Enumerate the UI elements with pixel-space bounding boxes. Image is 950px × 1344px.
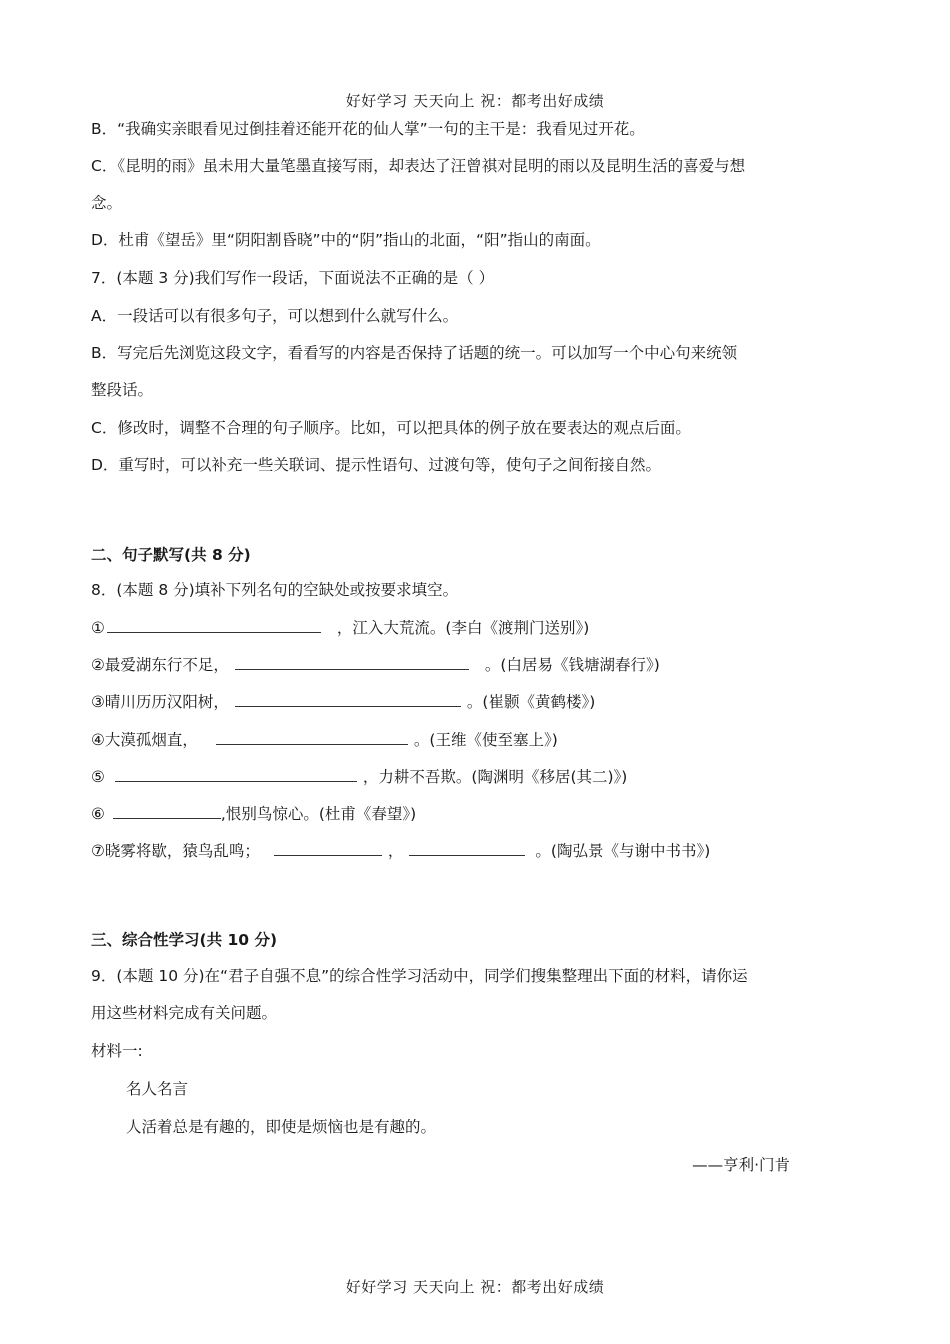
answer-blank[interactable] — [274, 840, 382, 856]
page-header: 好好学习 天天向上 祝：都考出好成绩 — [345, 92, 605, 110]
q8-item-2 — [91, 654, 660, 675]
q7-stem: 7．(本题 3 分)我们写作一段话，下面说法不正确的是（ ） — [91, 269, 495, 287]
q9-stem-line2: 用这些材料完成有关问题。 — [91, 1004, 278, 1022]
q6-option-c-line1: C．《昆明的雨》虽未用大量笔墨直接写雨，却表达了汪曾祺对昆明的雨以及昆明生活的喜爱与想 — [91, 157, 746, 175]
q7-option-b-line1: B．写完后先浏览这段文字，看看写的内容是否保持了话题的统一。可以加写一个中心句来统领 — [91, 344, 738, 362]
quote-text: 人活着总是有趣的，即使是烦恼也是有趣的。 — [126, 1118, 437, 1136]
answer-blank[interactable] — [235, 654, 469, 670]
item-4-suffix: 。(王维《使至塞上》) — [413, 731, 558, 749]
q6-option-b: B．“我确实亲眼看见过倒挂着还能开花的仙人掌”一句的主干是：我看见过开花。 — [91, 120, 645, 138]
item-5-suffix: ，力耕不吾欺。(陶渊明《移居(其二)》) — [362, 768, 628, 786]
material-label: 材料一: — [91, 1042, 143, 1060]
q6-option-d: D．杜甫《望岳》里“阴阳割昏晓”中的“阴”指山的北面，“阳”指山的南面。 — [91, 231, 601, 249]
item-4-prefix: ④大漠孤烟直， — [91, 731, 198, 749]
q7-option-d: D．重写时，可以补充一些关联词、提示性语句、过渡句等，使句子之间衔接自然。 — [91, 456, 661, 474]
q8-item-5 — [91, 766, 627, 787]
quote-author: ——亨利·门肯 — [692, 1156, 790, 1174]
item-3-suffix: 。(崔颢《黄鹤楼》) — [466, 693, 596, 711]
q8-item-3 — [91, 691, 595, 712]
item-1-prefix: ① — [91, 619, 105, 637]
item-7-middle: ， — [387, 842, 404, 860]
item-5-prefix: ⑤ — [91, 768, 105, 786]
q9-stem-line1: 9．(本题 10 分)在“君子自强不息”的综合性学习活动中，同学们搜集整理出下面的材料，请你运 — [91, 967, 748, 985]
item-6-prefix: ⑥ — [91, 805, 105, 823]
answer-blank[interactable] — [107, 617, 321, 633]
answer-blank[interactable] — [216, 729, 408, 745]
item-3-prefix: ③晴川历历汉阳树， — [91, 693, 229, 711]
item-2-prefix: ②最爱湖东行不足， — [91, 656, 229, 674]
page-footer: 好好学习 天天向上 祝：都考出好成绩 — [345, 1278, 605, 1296]
q8-item-6 — [91, 803, 416, 824]
answer-blank[interactable] — [115, 766, 357, 782]
item-1-suffix: ，江入大荒流。(李白《渡荆门送别》) — [336, 619, 590, 637]
quote-title: 名人名言 — [126, 1080, 189, 1098]
q7-option-c: C．修改时，调整不合理的句子顺序。比如，可以把具体的例子放在要表达的观点后面。 — [91, 419, 691, 437]
section2-title: 二、句子默写(共 8 分) — [91, 546, 251, 564]
q6-option-c-line2: 念。 — [91, 194, 123, 212]
answer-blank[interactable] — [409, 840, 525, 856]
item-7-prefix: ⑦晓雾将歇，猿鸟乱鸣； — [91, 842, 260, 860]
q7-option-a: A．一段话可以有很多句子，可以想到什么就写什么。 — [91, 307, 459, 325]
item-7-suffix: 。(陶弘景《与谢中书书》) — [535, 842, 711, 860]
answer-blank[interactable] — [235, 691, 461, 707]
answer-blank[interactable] — [113, 803, 221, 819]
q8-item-7 — [91, 840, 710, 861]
q8-item-1 — [91, 617, 589, 638]
q8-item-4 — [91, 729, 558, 750]
section3-title: 三、综合性学习(共 10 分) — [91, 931, 278, 949]
q7-option-b-line2: 整段话。 — [91, 381, 154, 399]
item-6-suffix: ,恨别鸟惊心。(杜甫《春望》) — [220, 805, 417, 823]
item-2-suffix: 。(白居易《钱塘湖春行》) — [484, 656, 660, 674]
q8-stem: 8．(本题 8 分)填补下列名句的空缺处或按要求填空。 — [91, 581, 459, 599]
